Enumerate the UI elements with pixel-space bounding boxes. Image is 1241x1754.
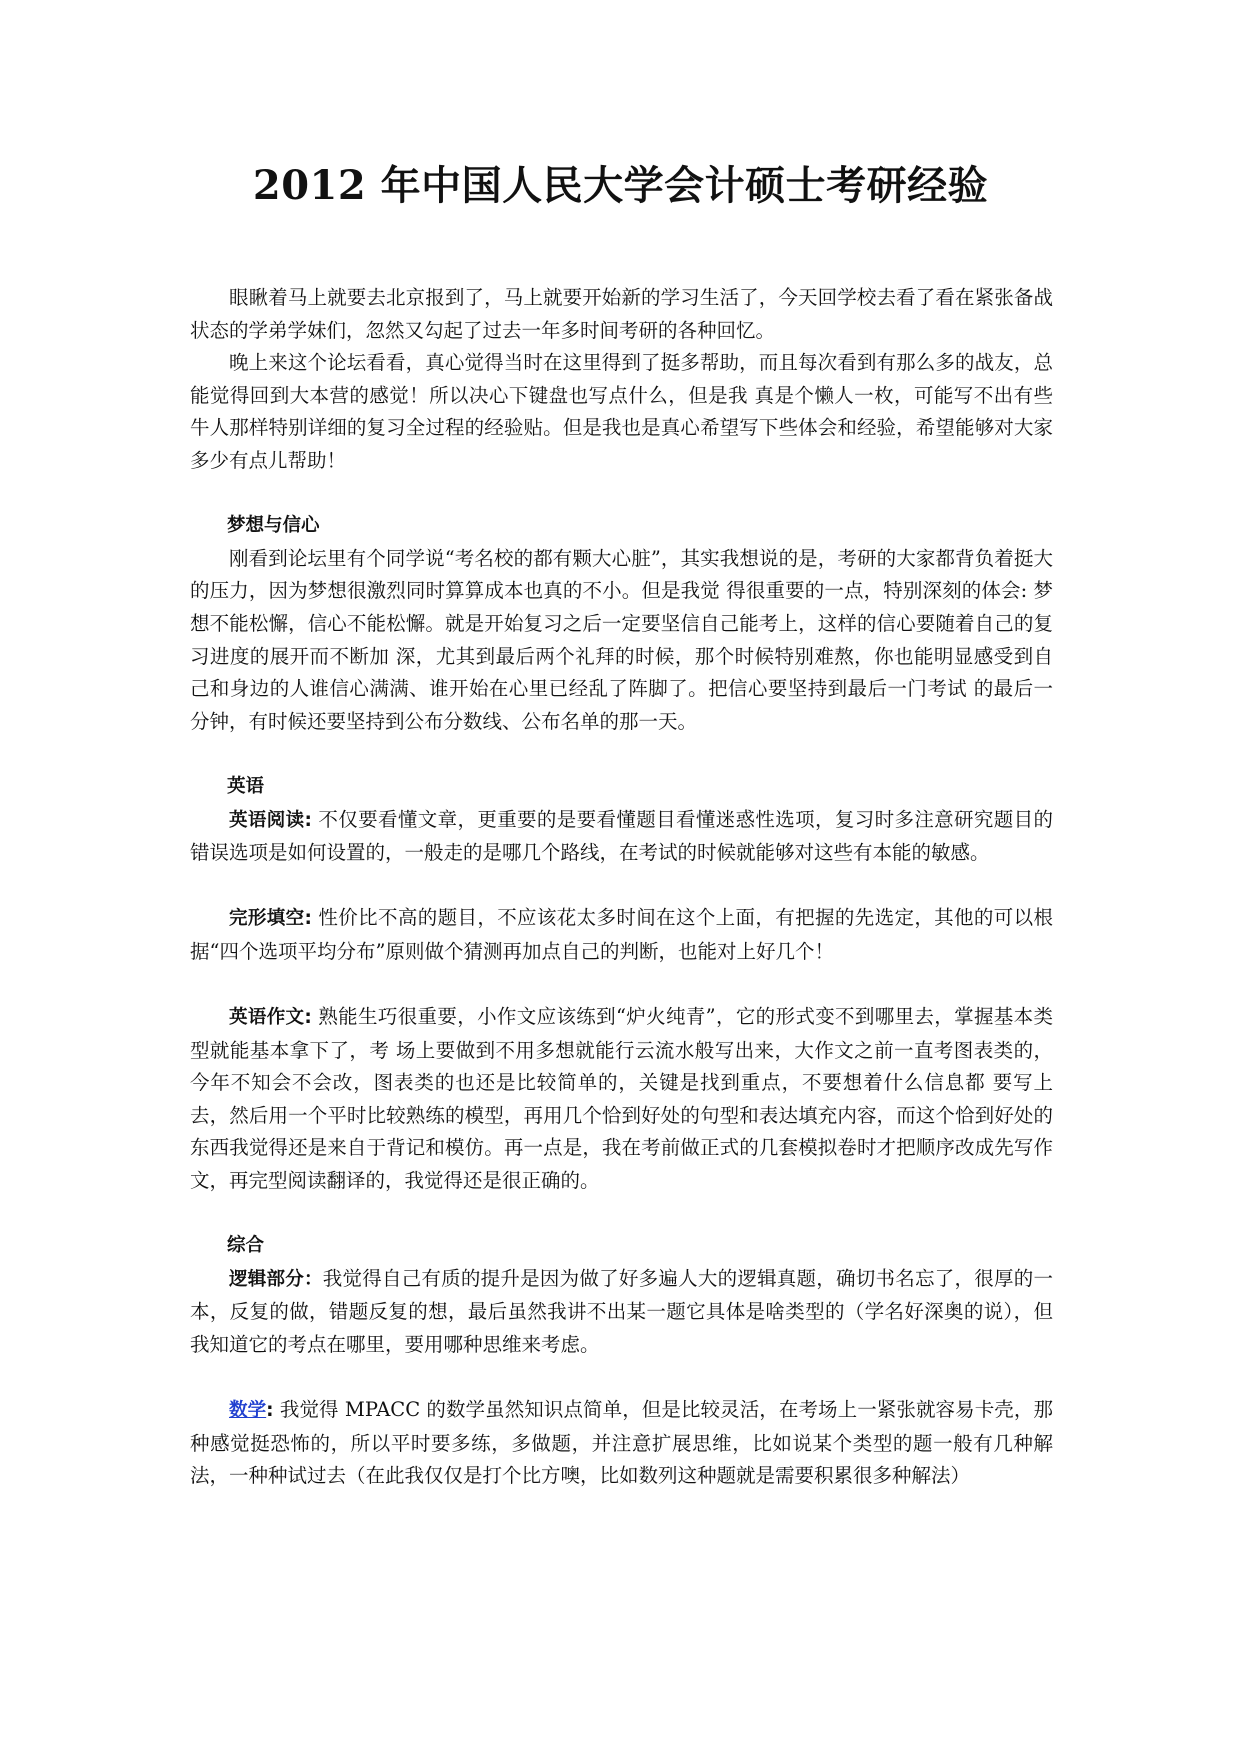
english-reading-label: 英语阅读: (229, 809, 312, 831)
section-heading-dream: 梦想与信心 (227, 515, 320, 537)
logic-label: 逻辑部分： (229, 1268, 323, 1290)
english-writing-label: 英语作文: (229, 1007, 312, 1029)
math-colon: : (266, 1400, 274, 1422)
english-reading-paragraph (190, 804, 1053, 870)
document-title: 2012 年中国人民大学会计硕士考研经验 (252, 162, 989, 209)
spacer (190, 1198, 1053, 1231)
intro-paragraph-1: 眼瞅着马上就要去北京报到了，马上就要开始新的学习生活了，今天回学校去看了看在紧张备战状态的学弟学妹们，忽然又勾起了过去一年多时间考研的各种回忆。 (190, 286, 1053, 342)
math-link[interactable]: 数学 (229, 1400, 267, 1422)
english-writing-text: 熟能生巧很重要，小作文应该练到“炉火纯青”，它的形式变不到哪里去，掌握基本类型就能基本拿下了，考 场上要做到不用多想就能行云流水般写出来，大作文之前一直考图表类的，今年不知会不会改，图表类的也还是比较简单的，关键是找到重点，不要想着什么信息都 要写上去，然后用一个平时比较熟练的模型，再用几个恰到好处的句型和表达填充内容，而这个恰到好处的东西我觉得还是来自于背记和模仿。再一点是，我在考前做正式的几套模拟卷时才把顺序改成先写作文，再完型阅读翻译的，我觉得还是很正确的。 (190, 1005, 1053, 1193)
spacer (190, 738, 1053, 771)
spacer (190, 870, 1053, 903)
logic-text: 我觉得自己有质的提升是因为做了好多遍人大的逻辑真题，确切书名忘了，很厚的一本，反复的做，错题反复的想，最后虽然我讲不出某一题它具体是啥类型的（学名好深奥的说），但我知道它的考点在哪里，要用哪种思维来考虑。 (190, 1266, 1053, 1356)
section-heading-english: 英语 (227, 775, 265, 797)
english-writing-paragraph (190, 1001, 1053, 1198)
english-reading-text: 不仅要看懂文章，更重要的是要看懂题目看懂迷惑性选项，复习时多注意研究题目的错误选项是如何设置的，一般走的是哪几个路线，在考试的时候就能够对这些有本能的敏感。 (190, 807, 1053, 865)
english-cloze-label: 完形填空: (229, 908, 312, 930)
section-heading-comprehensive: 综合 (227, 1235, 265, 1257)
math-paragraph (190, 1394, 1053, 1493)
spacer (190, 1362, 1053, 1395)
english-cloze-paragraph (190, 902, 1053, 968)
logic-paragraph (190, 1263, 1053, 1362)
spacer (190, 478, 1053, 511)
dream-paragraph: 刚看到论坛里有个同学说“考名校的都有颗大心脏”，其实我想说的是，考研的大家都背负着挺大的压力，因为梦想很激烈同时算算成本也真的不小。但是我觉 得很重要的一点，特别深刻的体会: 梦想不能松懈，信心不能松懈。就是开始复习之后一定要坚信自己能考上，这样的信心要随着自己的复习进度的展开而不断加 深，尤其到最后两个礼拜的时候，那个时候特别难熬，你也能明显感受到自己和身边的人谁信心满满、谁开始在心里已经乱了阵脚了。把信心要坚持到最后一门考试 的最后一分钟，有时候还要坚持到公布分数线、公布名单的那一天。 (190, 546, 1053, 733)
intro-paragraph-2: 晚上来这个论坛看看，真心觉得当时在这里得到了挺多帮助，而且每次看到有那么多的战友，总能觉得回到大本营的感觉！所以决心下键盘也写点什么，但是我 真是个懒人一枚，可能写不出有些牛人那样特别详细的复习全过程的经验贴。但是我也是真心希望写下些体会和经验，希望能够对大家多少有点儿帮助！ (190, 351, 1053, 472)
math-text: 我觉得 MPACC 的数学虽然知识点简单，但是比较灵活，在考场上一紧张就容易卡壳，那种感觉挺恐怖的，所以平时要多练，多做题，并注意扩展思维，比如说某个类型的题一般有几种解法，一种种试过去（在此我仅仅是打个比方噢，比如数列这种题就是需要积累很多种解法） (190, 1398, 1053, 1488)
document-body (190, 282, 1053, 1493)
spacer (190, 968, 1053, 1001)
english-cloze-text: 性价比不高的题目，不应该花太多时间在这个上面，有把握的先选定，其他的可以根据“四个选项平均分布”原则做个猜测再加点自己的判断，也能对上好几个！ (190, 906, 1053, 963)
